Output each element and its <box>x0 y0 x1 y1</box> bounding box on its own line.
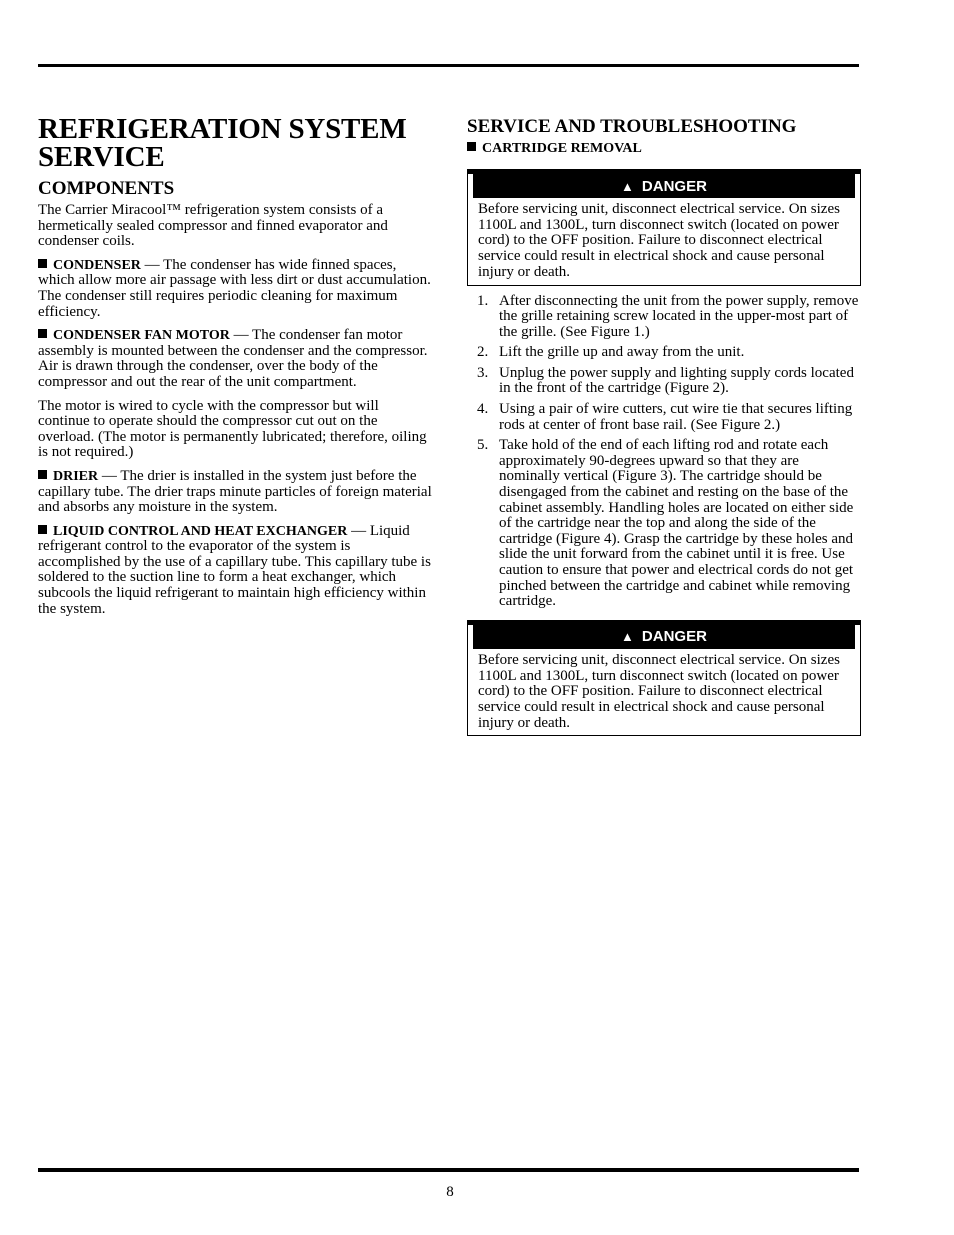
drier-label: DRIER <box>53 468 99 484</box>
warning-triangle-icon: ▲ <box>621 629 634 645</box>
step-text: Unplug the power supply and lighting supply cords located in the front of the cartridge (Figure 2). <box>499 364 854 397</box>
bullet-square-icon <box>38 329 47 338</box>
danger-header-2 <box>473 625 855 649</box>
motor-paragraph: The motor is wired to cycle with the compressor but will continue to operate should the compressor cut out on the overload. (The motor is permanently lubricated; therefore, oiling is not required.) <box>38 397 427 461</box>
components-heading: COMPONENTS <box>38 178 175 199</box>
page-title: REFRIGERATION SYSTEM SERVICE <box>38 113 407 173</box>
list-item <box>467 402 861 433</box>
danger-text-2: Before servicing unit, disconnect electrical service. On sizes 1100L and 1300L, turn disconnect switch (located on power cord) to the OFF position. Failure to disconnect electrical service could result in electrical shock and cause personal injury or death. <box>478 651 840 731</box>
liquid-control-text: — Liquid refrigerant control to the evaporator of the system is accomplished by the use of a capillary tube. This capillary tube is soldered to the suction line to form a heat exchanger, which subcools the liquid refrigerant to maintain high efficiency within the system. <box>38 522 431 617</box>
list-item <box>467 294 861 341</box>
danger-label-2: DANGER <box>641 628 707 646</box>
step-number: 3. <box>477 364 489 381</box>
warning-triangle-icon: ▲ <box>621 178 634 194</box>
step-number: 1. <box>477 292 489 309</box>
danger-box <box>467 169 861 286</box>
right-column <box>467 117 861 744</box>
bullet-square-icon <box>467 142 476 151</box>
liquid-control-paragraph <box>38 524 433 618</box>
bullet-square-icon <box>38 525 47 534</box>
page-number: 8 <box>446 1184 454 1200</box>
bottom-rule <box>38 1168 859 1172</box>
condenser-text: — The condenser has wide finned spaces, which allow more air passage with less dirt or dust accumulation. The condenser still requires periodic cleaning for maximum efficiency. <box>38 256 431 320</box>
danger-text: Before servicing unit, disconnect electrical service. On sizes 1100L and 1300L, turn disconnect switch (located on power cord) to the OFF position. Failure to disconnect electrical service could result in electrical shock and cause personal injury or death. <box>478 201 840 280</box>
left-column <box>38 115 433 625</box>
bullet-square-icon <box>38 259 47 268</box>
cartridge-removal-label: CARTRIDGE REMOVAL <box>482 141 642 156</box>
step-number: 5. <box>477 437 489 454</box>
cartridge-removal-subheading <box>467 141 861 157</box>
danger-header <box>473 174 855 198</box>
condenser-label: CONDENSER <box>53 257 141 273</box>
step-number: 4. <box>477 401 489 418</box>
danger-box-2 <box>467 620 861 737</box>
condenser-paragraph <box>38 258 433 320</box>
step-text: Lift the grille up and away from the unit. <box>499 344 745 361</box>
service-heading: SERVICE AND TROUBLESHOOTING <box>467 116 797 137</box>
step-number: 2. <box>477 344 489 361</box>
fan-motor-label: CONDENSER FAN MOTOR <box>53 328 230 344</box>
top-rule <box>38 64 859 67</box>
bullet-square-icon <box>38 470 47 479</box>
step-text: After disconnecting the unit from the power supply, remove the grille retaining screw located in the upper-most part of the grille. (See Figure 1.) <box>499 292 859 340</box>
step-text: Using a pair of wire cutters, cut wire tie that secures lifting rods at center of front base rail. (See Figure 2.) <box>499 401 853 433</box>
removal-steps-list <box>467 294 861 610</box>
danger-label: DANGER <box>641 177 707 195</box>
drier-paragraph <box>38 469 433 516</box>
fan-motor-paragraph <box>38 328 433 390</box>
liquid-control-label: LIQUID CONTROL AND HEAT EXCHANGER <box>53 523 348 539</box>
list-item <box>467 345 861 361</box>
intro-paragraph: The Carrier Miracool™ refrigeration system consists of a hermetically sealed compressor and finned evaporator and condenser coils. <box>38 202 388 250</box>
drier-text: — The drier is installed in the system just before the capillary tube. The drier traps minute particles of foreign material and absorbs any moisture in the system. <box>38 467 432 516</box>
list-item <box>467 438 861 610</box>
fan-motor-text: — The condenser fan motor assembly is mounted between the condenser and the compressor. Air is drawn through the condenser, over the body of the compressor and out the rear of the unit compartment. <box>38 327 428 390</box>
step-text: Take hold of the end of each lifting rod and rotate each approximately 90-degrees upward so that they are nominally vertical (Figure 3). The cartridge should be disengaged from the cabinet and resting on the base of the cabinet assembly. Handling holes are located on either side of the cartridge near the top and along the side of the cartridge (Figure 4). Grasp the cartridge by these holes and slide the unit forward from the cabinet until it is free. Use caution to ensure that power and electrical cords do not get pinched between the cartridge and cabinet while removing cartridge. <box>499 437 854 610</box>
list-item <box>467 366 861 397</box>
